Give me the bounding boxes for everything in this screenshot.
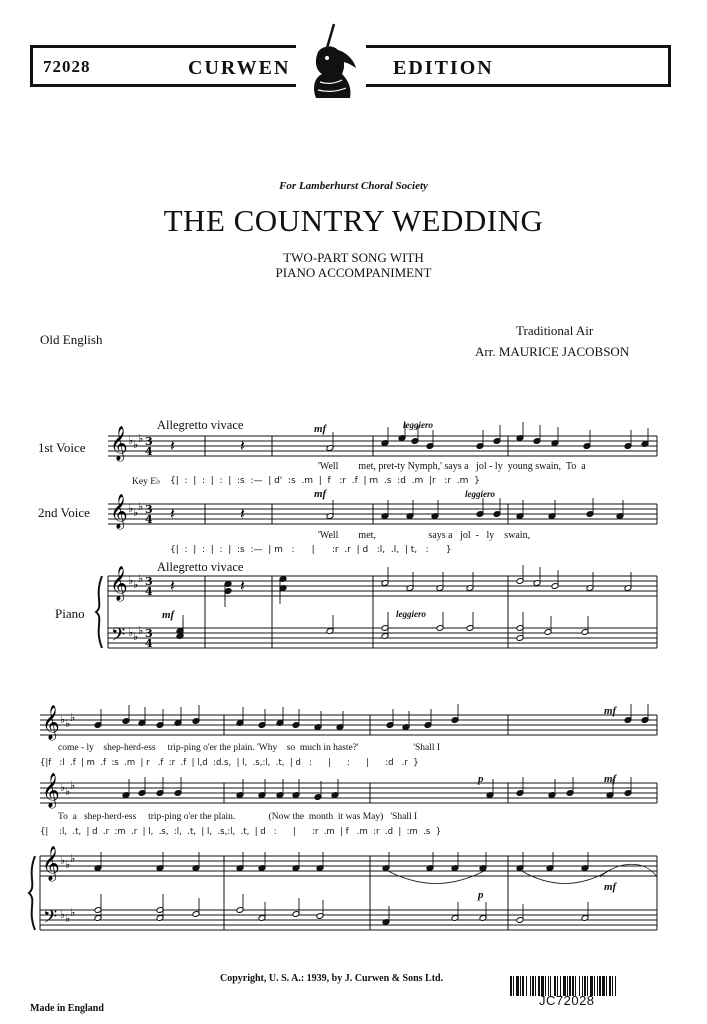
dedication: For Lamberhurst Choral Society <box>279 180 428 192</box>
barcode-bar <box>615 976 616 996</box>
subtitle-line-2: PIANO ACCOMPANIMENT <box>275 265 432 280</box>
dynamic-mf-piano: mf <box>162 609 175 621</box>
barcode-bar <box>526 976 527 996</box>
key-signature-flat: ♭ <box>138 624 144 637</box>
publisher-name-left: CURWEN <box>188 57 291 79</box>
treble-clef-icon: 𝄞 <box>42 846 60 881</box>
barcode-bar <box>530 976 531 996</box>
rest-icon: 𝄽 <box>240 576 245 595</box>
key-signature-flat: ♭ <box>60 781 66 794</box>
key-signature-time: 3 <box>145 627 153 640</box>
barcode-bar <box>516 976 519 996</box>
key-signature-time: 4 <box>145 585 153 598</box>
key-signature-time: 4 <box>145 513 153 526</box>
key-signature-flat: ♭ <box>65 717 71 730</box>
music-source-credit: Traditional Air <box>516 323 594 338</box>
slur <box>520 870 610 884</box>
key-signature-flat: ♭ <box>60 854 66 867</box>
key-signature-flat: ♭ <box>128 502 134 515</box>
barcode-bar <box>520 976 521 996</box>
key-signature-time: 4 <box>145 445 153 458</box>
barcode-bar <box>606 976 607 996</box>
rest-icon: 𝄽 <box>240 504 245 523</box>
key-signature-flat: ♭ <box>133 438 139 451</box>
treble-clef-icon: 𝄞 <box>110 426 128 461</box>
tempo-marking-piano: Allegretto vivace <box>157 560 244 574</box>
words-credit: Old English <box>40 332 103 347</box>
lyrics-voice2-line2: To a shep-herd-ess trip-ping o'er the plain. (Now the month it was May) 'Shall I <box>58 812 418 822</box>
dynamic-mf-piano-sys2: mf <box>604 881 617 893</box>
arranger-credit: Arr. MAURICE JACOBSON <box>475 344 630 359</box>
key-signature-time: 4 <box>145 637 153 650</box>
piano-brace-icon <box>29 856 35 930</box>
catalog-number: 72028 <box>43 57 91 76</box>
voice2-label: 2nd Voice <box>38 505 90 520</box>
barcode-bar <box>597 976 598 996</box>
key-signature-flat: ♭ <box>138 500 144 513</box>
treble-clef-icon: 𝄞 <box>42 773 60 808</box>
copyright-notice: Copyright, U. S. A.: 1939, by J. Curwen & Sons Ltd. <box>220 973 444 984</box>
publisher-name-right: EDITION <box>393 57 494 79</box>
key-signature-flat: ♭ <box>65 912 71 925</box>
expression-leggiero-piano: leggiero <box>396 609 426 619</box>
lyrics-voice2-line1: 'Well met, says a jol - ly swain, <box>318 530 531 541</box>
barcode-bar <box>612 976 613 996</box>
key-signature-time: 3 <box>145 503 153 516</box>
expression-leggiero-voice2: leggiero <box>465 489 495 499</box>
key-signature-flat: ♭ <box>65 785 71 798</box>
key-signature-flat: ♭ <box>133 578 139 591</box>
solfa-voice1-line1: {| : | : | : | :s :— | d' :s .m | f :r .f | m .s :d .m |r :r .m } <box>170 476 480 486</box>
key-signature-flat: ♭ <box>138 572 144 585</box>
solfa-voice1-line2: {|f :l .f | m .f :s .m | r .f :r .f | l,d :d.s, | l, .s,:l, .t, | d : | : | :d .r } <box>40 758 419 768</box>
key-signature-flat: ♭ <box>70 852 76 865</box>
piano-label: Piano <box>55 606 85 621</box>
tempo-marking: Allegretto vivace <box>157 418 244 432</box>
treble-clef-icon: 𝄞 <box>42 705 60 740</box>
piano-brace-icon <box>96 576 102 648</box>
rest-icon: 𝄽 <box>170 436 175 455</box>
voice1-label: 1st Voice <box>38 440 86 455</box>
lyrics-voice1-line1: 'Well met, pret-ty Nymph,' says a jol - ly young swain, To a <box>318 461 586 472</box>
key-signature-flat: ♭ <box>70 779 76 792</box>
barcode-bar <box>535 976 536 996</box>
key-signature-flat: ♭ <box>60 713 66 726</box>
subtitle-line-1: TWO-PART SONG WITH <box>283 250 424 265</box>
key-signature-flat: ♭ <box>133 506 139 519</box>
key-signature-flat: ♭ <box>128 574 134 587</box>
solfa-voice2-line2: {| :l, .t, | d .r :m .r | l, .s, :l, .t, | l, .s,:l, .t, | d : | :r .m | f .m :r .d | :m .s } <box>40 827 442 837</box>
barcode-bar <box>522 976 524 996</box>
slur <box>386 870 486 884</box>
key-signature-time: 3 <box>145 575 153 588</box>
key-signature-flat: ♭ <box>138 432 144 445</box>
dynamic-p-voice2-sys2: p <box>478 773 484 785</box>
key-signature-flat: ♭ <box>133 630 139 643</box>
dynamic-mf-voice2-sys2: mf <box>604 773 617 785</box>
solfa-key-label: Key E♭ <box>132 477 161 487</box>
barcode-bar <box>532 976 534 996</box>
key-signature-time: 3 <box>145 435 153 448</box>
barcode-bar <box>602 976 605 996</box>
expression-leggiero-voice1: leggiero <box>403 420 433 430</box>
key-signature-flat: ♭ <box>65 858 71 871</box>
key-signature-flat: ♭ <box>128 626 134 639</box>
treble-clef-icon: 𝄞 <box>110 566 128 601</box>
key-signature-flat: ♭ <box>70 906 76 919</box>
dynamic-mf-voice1-sys2: mf <box>604 705 617 717</box>
key-signature-flat: ♭ <box>70 711 76 724</box>
dynamic-mf-voice1: mf <box>314 423 327 435</box>
key-signature-flat: ♭ <box>128 434 134 447</box>
barcode-bar <box>513 976 514 996</box>
dynamic-p-piano-sys2: p <box>478 889 484 901</box>
dynamic-mf-voice2: mf <box>314 488 327 500</box>
rest-icon: 𝄽 <box>240 436 245 455</box>
barcode-bar <box>510 976 512 996</box>
song-title: THE COUNTRY WEDDING <box>163 203 544 238</box>
lyrics-voice1-line2: come - ly shep-herd-ess trip-ping o'er the plain. 'Why so much in haste?' 'Shall I <box>58 743 441 753</box>
barcode-number: JC72028 <box>539 993 595 1008</box>
barcode-bar <box>599 976 601 996</box>
rest-icon: 𝄽 <box>170 576 175 595</box>
bass-clef-icon: 𝄢 <box>43 907 58 932</box>
key-signature-flat: ♭ <box>60 908 66 921</box>
solfa-voice2-line1: {| : | : | : | :s :— | m : | :r .r | d :l, .l, | t, : } <box>170 545 452 555</box>
barcode-bar <box>609 976 611 996</box>
bass-clef-icon: 𝄢 <box>111 625 126 650</box>
rest-icon: 𝄽 <box>170 504 175 523</box>
treble-clef-icon: 𝄞 <box>110 494 128 529</box>
made-in-label: Made in England <box>30 1003 104 1014</box>
